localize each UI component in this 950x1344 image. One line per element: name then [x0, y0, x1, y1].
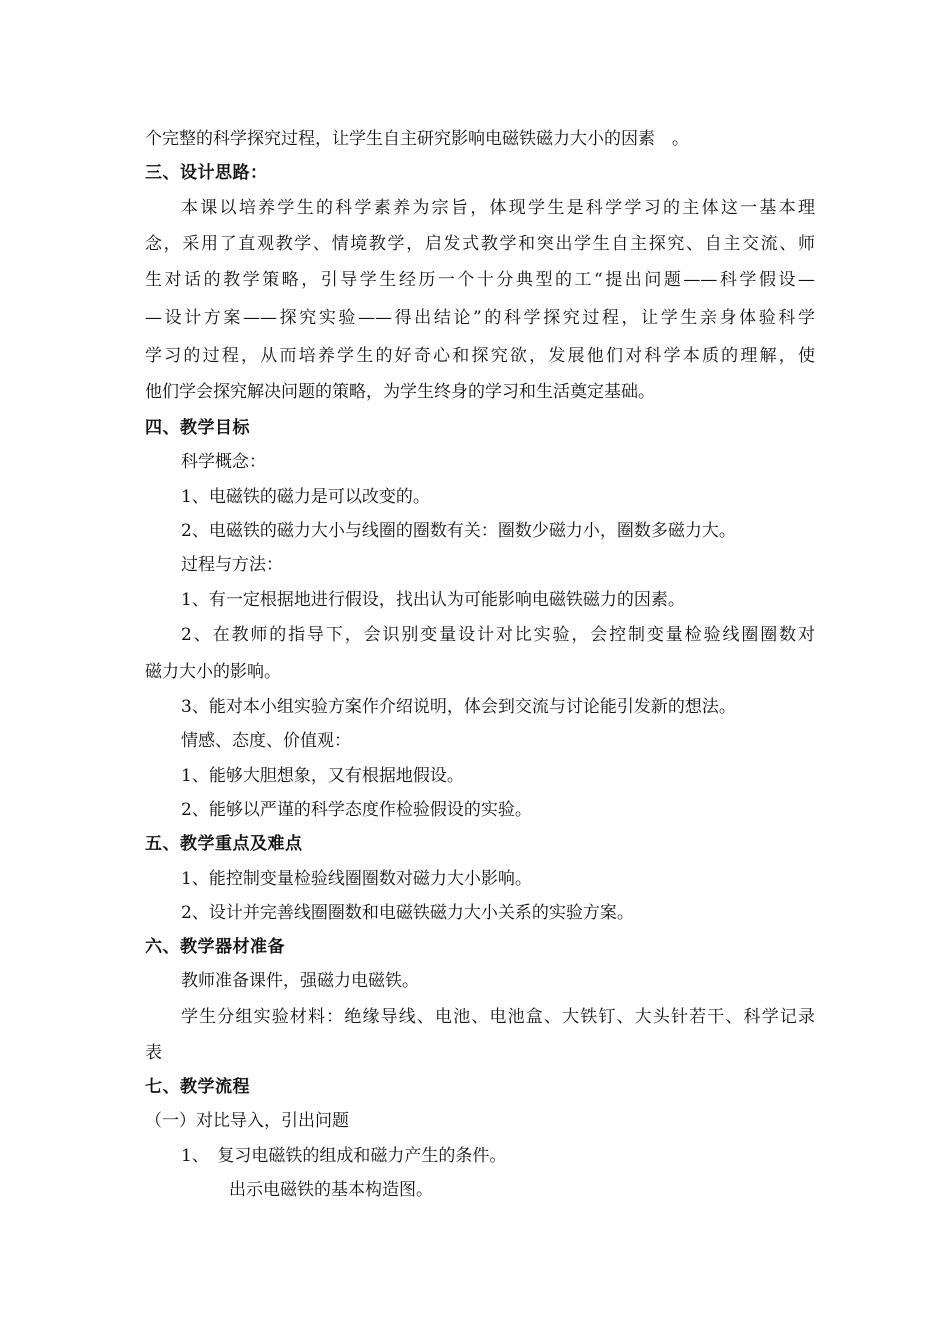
list-item: 2、能够以严谨的科学态度作检验假设的实验。 — [181, 800, 532, 820]
subsection-heading: （一）对比导入，引出问题 — [145, 1111, 349, 1131]
paragraph-line: 学习的过程，从而培养学生的好奇心和探究欲，发展他们对科学本质的理解，使 — [145, 346, 815, 366]
paragraph-line: 出示电磁铁的基本构造图。 — [229, 1180, 433, 1200]
subheading-line: 过程与方法： — [181, 555, 283, 575]
paragraph-line: —设计方案——探究实验——得出结论”的科学探究过程，让学生亲身体验科学 — [145, 308, 815, 328]
paragraph-line: 表 — [145, 1043, 162, 1063]
list-item: 3、能对本小组实验方案作介绍说明，体会到交流与讨论能引发新的想法。 — [181, 697, 736, 717]
list-item: 1、电磁铁的磁力是可以改变的。 — [181, 487, 430, 507]
subheading-line: 科学概念： — [181, 452, 266, 472]
section-heading: 六、教学器材准备 — [145, 937, 285, 957]
paragraph-line: 本课以培养学生的科学素养为宗旨，体现学生是科学学习的主体这一基本理 — [181, 198, 815, 218]
subheading-line: 情感、态度、价值观： — [181, 731, 351, 751]
paragraph-line: 教师准备课件，强磁力电磁铁。 — [181, 971, 419, 991]
paragraph-line: 学生分组实验材料：绝缘导线、电池、电池盒、大铁钉、大头针若干、科学记录 — [181, 1007, 815, 1027]
paragraph-line: 个完整的科学探究过程，让学生自主研究影响电磁铁磁力大小的因素 。 — [145, 129, 689, 149]
section-heading: 七、教学流程 — [145, 1077, 250, 1097]
list-item: 2、在教师的指导下，会识别变量设计对比实验，会控制变量检验线圈圈数对 — [181, 625, 815, 645]
list-item: 1、能够大胆想象，又有根据地假设。 — [181, 766, 464, 786]
section-heading: 四、教学目标 — [145, 418, 250, 438]
paragraph-line: 生对话的教学策略，引导学生经历一个十分典型的工“提出问题——科学假设— — [145, 270, 815, 290]
section-heading: 五、教学重点及难点 — [145, 834, 303, 854]
list-item: 2、设计并完善线圈圈数和电磁铁磁力大小关系的实验方案。 — [181, 903, 634, 923]
list-item: 1、有一定根据地进行假设，找出认为可能影响电磁铁磁力的因素。 — [181, 590, 685, 610]
paragraph-line: 磁力大小的影响。 — [145, 662, 281, 682]
section-heading: 三、设计思路： — [145, 163, 268, 183]
list-item: 1、 复习电磁铁的组成和磁力产生的条件。 — [181, 1146, 507, 1166]
list-item: 1、能控制变量检验线圈圈数对磁力大小影响。 — [181, 869, 532, 889]
paragraph-line: 念，采用了直观教学、情境教学，启发式教学和突出学生自主探究、自主交流、师 — [145, 234, 815, 254]
list-item: 2、电磁铁的磁力大小与线圈的圈数有关：圈数少磁力小，圈数多磁力大。 — [181, 521, 736, 541]
paragraph-line: 他们学会探究解决问题的策略，为学生终身的学习和生活奠定基础。 — [145, 382, 655, 402]
